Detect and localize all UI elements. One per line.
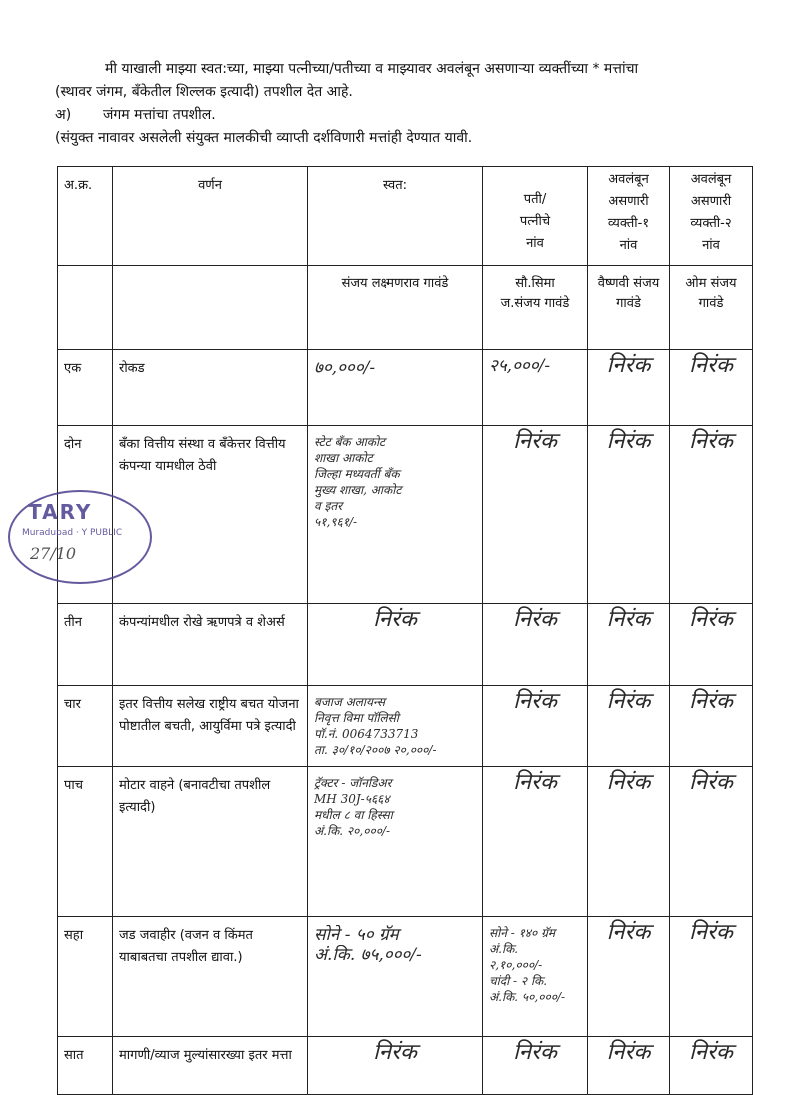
row-dep2: निरंक xyxy=(670,426,753,604)
header-dep1: अवलंबून असणारी व्यक्ती-१ नांव xyxy=(588,167,670,266)
row-sr: चार xyxy=(58,686,113,767)
name-spouse: सौ.सिमा ज.संजय गावंडे xyxy=(483,266,588,350)
row-self: सोने - ५० ग्रॅम अं.कि. ७५,०००/- xyxy=(308,917,483,1037)
row-desc: मागणी/व्याज मुल्यांसारख्या इतर मत्ता xyxy=(113,1037,308,1095)
row-dep1: निरंक xyxy=(588,426,670,604)
row-dep1: निरंक xyxy=(588,350,670,426)
asset-rows xyxy=(58,350,753,1095)
table-row xyxy=(58,686,753,767)
row-desc: बँका वित्तीय संस्था व बँकेत्तर वित्तीय कंपन्या यामधील ठेवी xyxy=(113,426,308,604)
name-dep2: ओम संजय गावंडे xyxy=(670,266,753,350)
stamp-text: TARY xyxy=(28,500,93,524)
table-row xyxy=(58,767,753,917)
row-self: ७०,०००/- xyxy=(308,350,483,426)
intro-sub xyxy=(55,104,765,127)
intro-text xyxy=(55,58,765,150)
row-sr: सात xyxy=(58,1037,113,1095)
row-desc: इतर वित्तीय सलेख राष्ट्रीय बचत योजना पोष्टातील बचती, आयुर्विमा पत्रे इत्यादी xyxy=(113,686,308,767)
row-spouse: सोने - १४० ग्रॅम अं.कि. २,१०,०००/- चांदी - २ कि. अं.कि. ५०,०००/- xyxy=(483,917,588,1037)
intro-line-2: (स्थावर जंगम, बँकेतील शिल्लक इत्यादी) तपशील देत आहे. xyxy=(55,84,353,100)
row-dep2: निरंक xyxy=(670,604,753,686)
row-sr: दोन xyxy=(58,426,113,604)
table-row xyxy=(58,917,753,1037)
row-dep2: निरंक xyxy=(670,350,753,426)
row-desc: जड जवाहीर (वजन व किंमत याबाबतचा तपशील द्यावा.) xyxy=(113,917,308,1037)
table-row xyxy=(58,350,753,426)
table-row xyxy=(58,426,753,604)
row-dep2: निरंक xyxy=(670,1037,753,1095)
row-self: निरंक xyxy=(308,1037,483,1095)
intro-sub-text: जंगम मत्तांचा तपशील. xyxy=(103,107,216,123)
name-self: संजय लक्ष्मणराव गावंडे xyxy=(308,266,483,350)
stamp-subtext: Muradupad · Y PUBLIC xyxy=(22,528,123,538)
header-row xyxy=(58,167,753,266)
name-dep1: वैष्णवी संजय गावंडे xyxy=(588,266,670,350)
header-self: स्वत: xyxy=(308,167,483,266)
row-self: स्टेट बँक आकोट शाखा आकोट जिल्हा मध्यवर्ती बँक मुख्य शाखा, आकोट व इतर ५१,९६१/- xyxy=(308,426,483,604)
table-row xyxy=(58,604,753,686)
row-desc: रोकड xyxy=(113,350,308,426)
intro-line-1: मी याखाली माझ्या स्वत:च्या, माझ्या पत्नीच्या/पतीच्या व माझ्यावर अवलंबून असणाऱ्या व्यक्तींच्या * मत्तांचा xyxy=(105,61,639,77)
row-spouse: निरंक xyxy=(483,767,588,917)
row-dep2: निरंक xyxy=(670,686,753,767)
row-self: बजाज अलायन्स निवृत्त विमा पॉलिसी पॉ.नं. 0064733713 ता. ३०/१०/२००७ २०,०००/- xyxy=(308,686,483,767)
header-sr: अ.क्र. xyxy=(58,167,113,266)
row-sr: सहा xyxy=(58,917,113,1037)
row-dep2: निरंक xyxy=(670,917,753,1037)
intro-sub-label: अ) xyxy=(55,107,72,123)
row-dep1: निरंक xyxy=(588,686,670,767)
row-spouse: २५,०००/- xyxy=(483,350,588,426)
notary-stamp xyxy=(8,490,152,584)
header-dep2: अवलंबून असणारी व्यक्ती-२ नांव xyxy=(670,167,753,266)
row-dep1: निरंक xyxy=(588,917,670,1037)
row-desc: कंपन्यांमधील रोखे ऋणपत्रे व शेअर्स xyxy=(113,604,308,686)
assets-table xyxy=(57,166,753,1095)
intro-note: (संयुक्त नावावर असलेली संयुक्त मालकीची व्याप्ती दर्शविणारी मत्तांही देण्यात यावी. xyxy=(55,130,473,146)
row-sr: एक xyxy=(58,350,113,426)
row-spouse: निरंक xyxy=(483,426,588,604)
row-dep1: निरंक xyxy=(588,767,670,917)
row-spouse: निरंक xyxy=(483,1037,588,1095)
table-row xyxy=(58,1037,753,1095)
row-desc: मोटार वाहने (बनावटीचा तपशील इत्यादी) xyxy=(113,767,308,917)
row-spouse: निरंक xyxy=(483,604,588,686)
row-sr: पाच xyxy=(58,767,113,917)
row-self: ट्रॅक्टर - जॉनडिअर MH 30J-५६६४ मधील ८ वा हिस्सा अं.कि. २०,०००/- xyxy=(308,767,483,917)
names-row xyxy=(58,266,753,350)
signature: 27/10 xyxy=(30,544,77,563)
row-dep1: निरंक xyxy=(588,604,670,686)
row-self: निरंक xyxy=(308,604,483,686)
row-sr: तीन xyxy=(58,604,113,686)
header-desc: वर्णन xyxy=(113,167,308,266)
row-dep1: निरंक xyxy=(588,1037,670,1095)
row-dep2: निरंक xyxy=(670,767,753,917)
header-spouse: पती/ पत्नीचे नांव xyxy=(483,167,588,266)
row-spouse: निरंक xyxy=(483,686,588,767)
